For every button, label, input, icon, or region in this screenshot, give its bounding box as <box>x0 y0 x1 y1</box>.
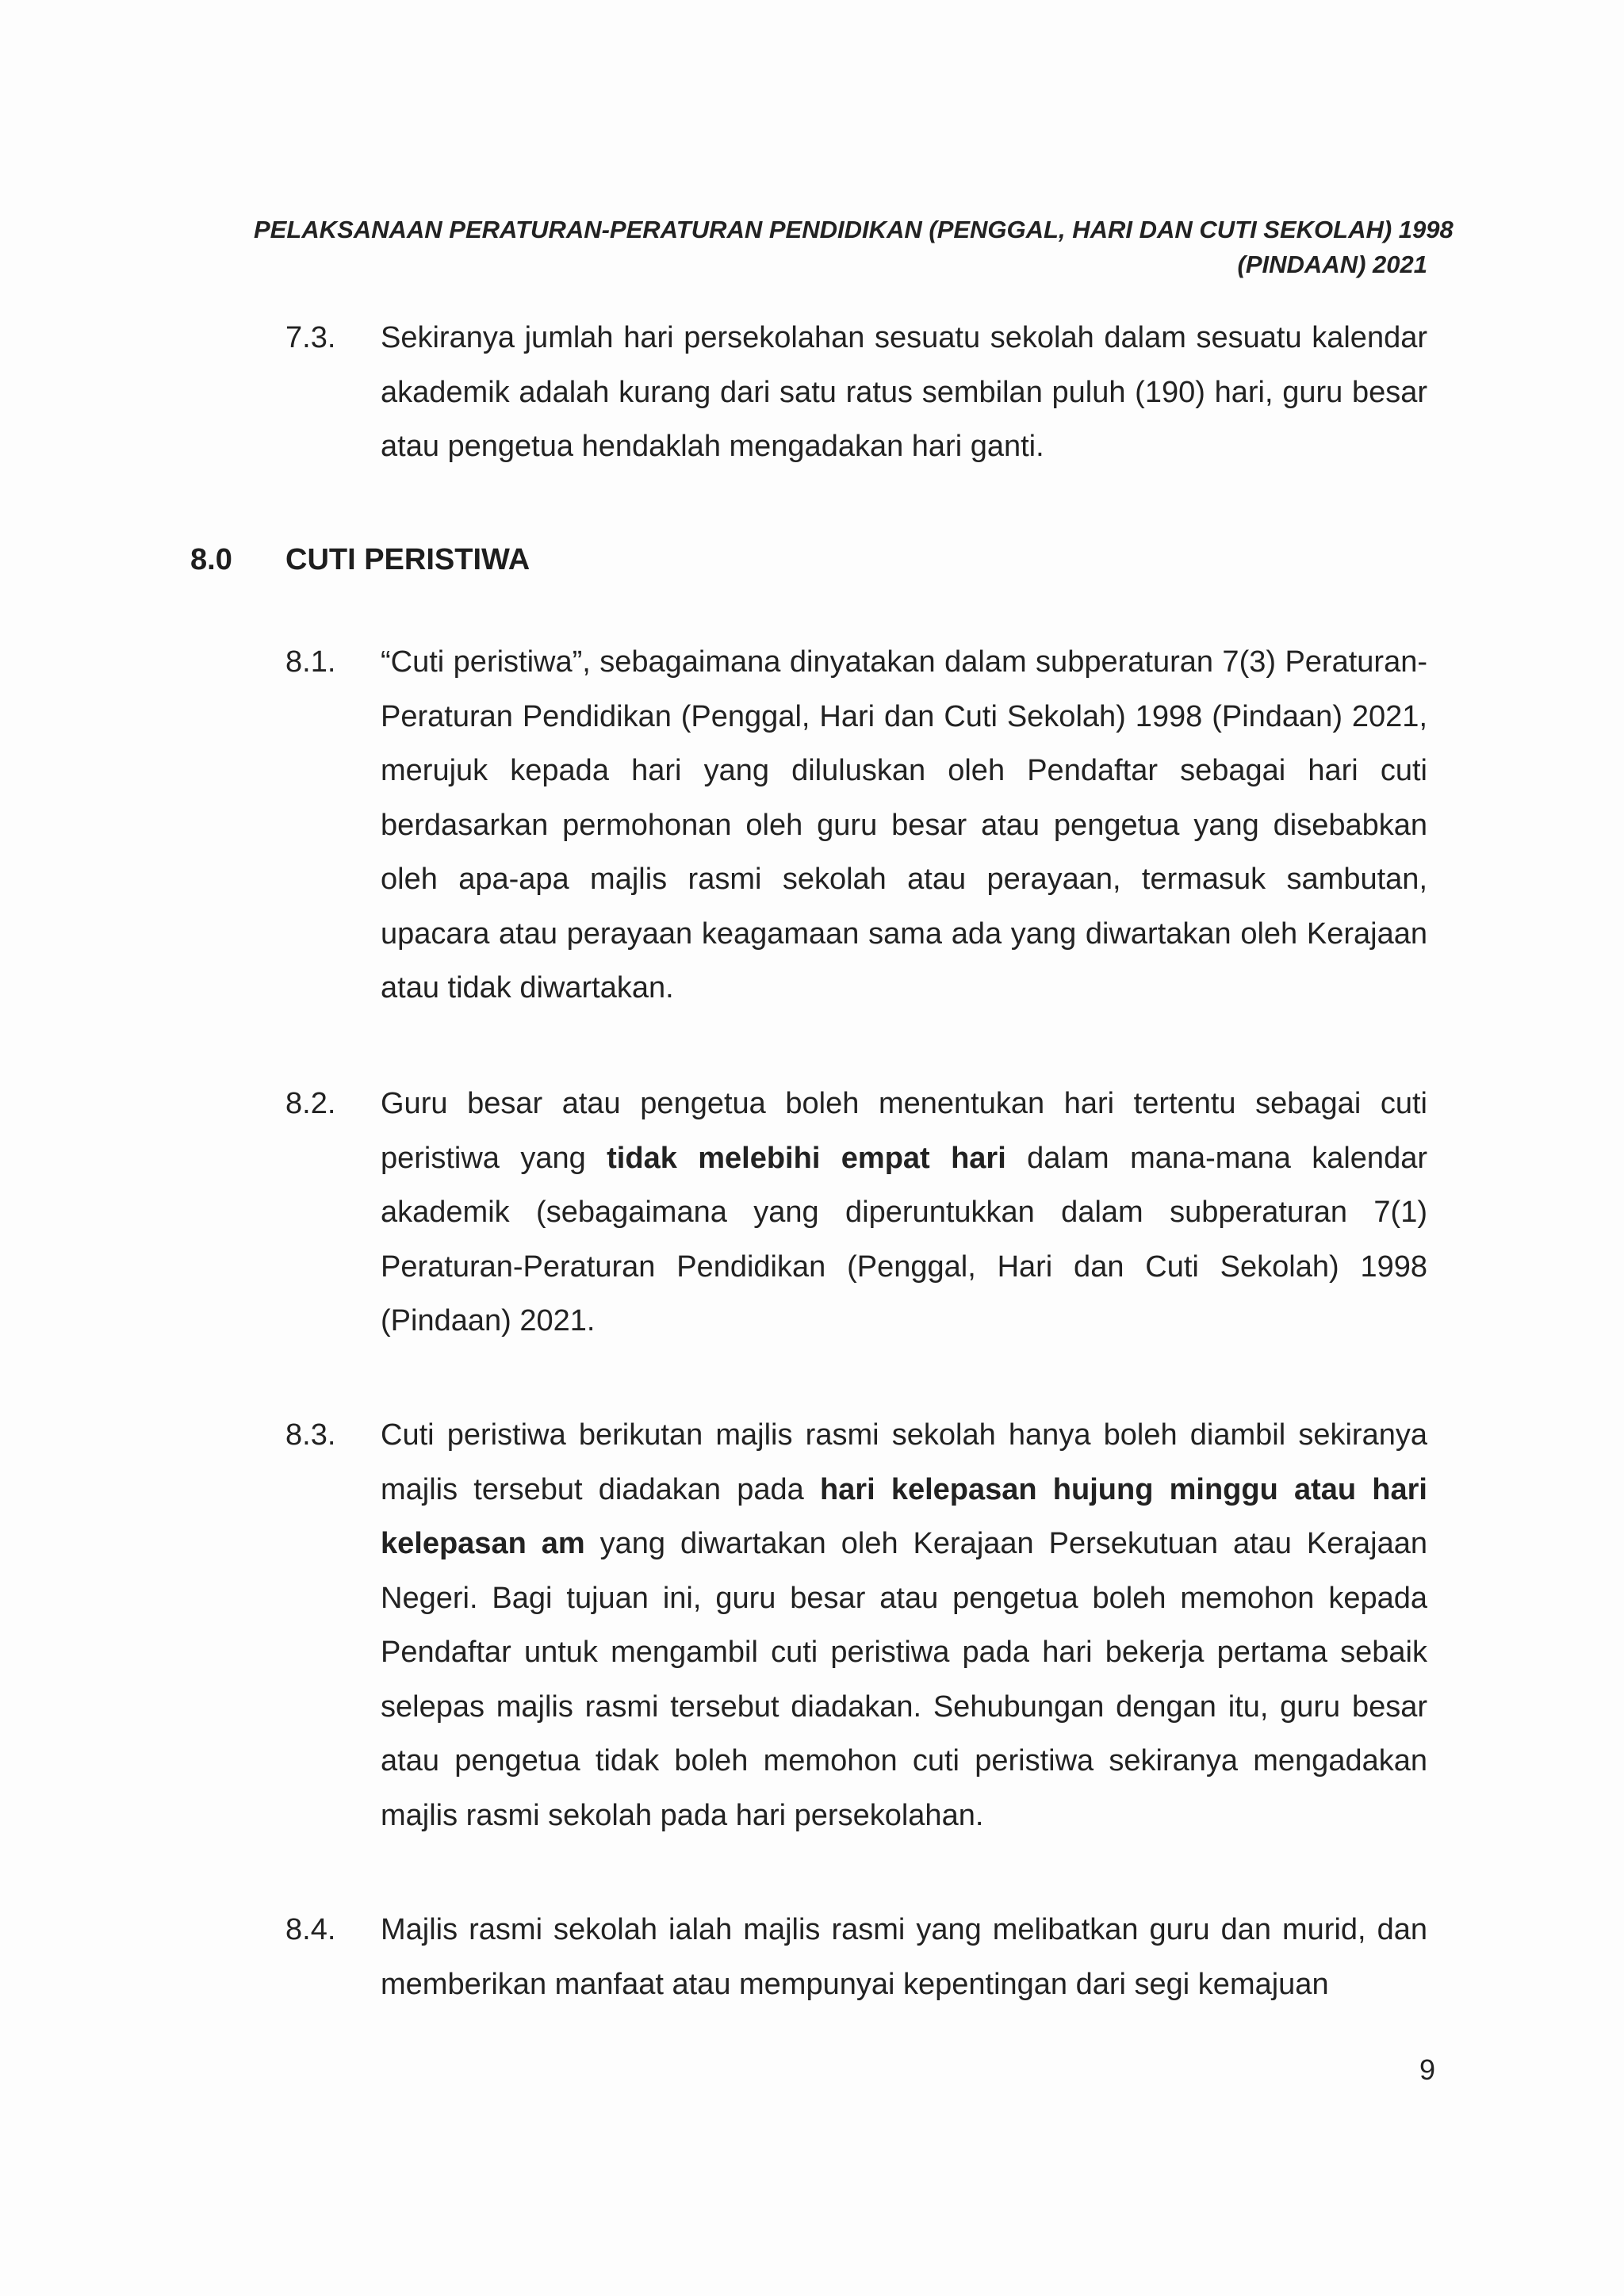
section-title: CUTI PERISTIWA <box>285 543 530 576</box>
paragraph-8-1 <box>285 635 1427 1016</box>
section-number: 8.0 <box>190 543 232 576</box>
paragraph-number: 7.3. <box>285 321 336 354</box>
header-subtitle: (PINDAAN) 2021 <box>1237 251 1427 278</box>
paragraph-8-3 <box>285 1408 1427 1843</box>
paragraph-number: 8.2. <box>285 1087 336 1120</box>
paragraph-text <box>381 1077 1427 1349</box>
section-heading <box>190 536 530 584</box>
paragraph-text-part: Guru besar atau pengetua boleh menentukan hari tertentu sebagai cuti peristiwa yang <box>381 1087 1427 1175</box>
document-header <box>254 212 1454 282</box>
paragraph-8-4 <box>285 1903 1427 2011</box>
page-number: 9 <box>1419 2053 1435 2086</box>
paragraph-text: “Cuti peristiwa”, sebagaimana dinyatakan dalam subperaturan 7(3) Peraturan-Peraturan Pendidikan (Penggal, Hari dan Cuti Sekolah) 1998 (Pindaan) 2021, merujuk kepada hari yang diluluskan oleh Pendaftar sebagai hari cuti berdasarkan permohonan oleh guru besar atau pengetua yang disebabkan oleh apa-apa majlis rasmi sekolah atau perayaan, termasuk sambutan, upacara atau perayaan keagamaan sama ada yang diwartakan oleh Kerajaan atau tidak diwartakan. <box>381 645 1427 1004</box>
emphasis-text: hari kelepasan hujung minggu atau hari kelepasan am <box>381 1472 1427 1560</box>
paragraph-text: Sekiranya jumlah hari persekolahan sesuatu sekolah dalam sesuatu kalendar akademik adalah kurang dari satu ratus sembilan puluh (190) hari, guru besar atau pengetua hendaklah mengadakan hari ganti. <box>381 321 1427 463</box>
paragraph-number: 8.3. <box>285 1418 336 1452</box>
paragraph-text-part: Cuti peristiwa berikutan majlis rasmi sekolah hanya boleh diambil sekiranya majlis tersebut diadakan pada <box>381 1418 1427 1506</box>
header-title: PELAKSANAAN PERATURAN-PERATURAN PENDIDIKAN (PENGGAL, HARI DAN CUTI SEKOLAH) 1998 <box>254 216 1454 243</box>
paragraph-text: Majlis rasmi sekolah ialah majlis rasmi yang melibatkan guru dan murid, dan memberikan manfaat atau mempunyai kepentingan dari segi kemajuan <box>381 1913 1427 2001</box>
emphasis-text: tidak melebihi empat hari <box>607 1141 1006 1175</box>
paragraph-text-part: dalam mana-mana kalendar akademik (sebagaimana yang diperuntukkan dalam subperaturan 7(1) Peraturan-Peraturan Pendidikan (Penggal, Hari dan Cuti Sekolah) 1998 (Pindaan) 2021. <box>381 1141 1427 1337</box>
paragraph-number: 8.4. <box>285 1913 336 1946</box>
paragraph-text-part: yang diwartakan oleh Kerajaan Persekutuan atau Kerajaan Negeri. Bagi tujuan ini, guru besar atau pengetua boleh memohon kepada Pendaftar untuk mengambil cuti peristiwa pada hari bekerja pertama sebaik selepas majlis rasmi tersebut diadakan. Sehubungan dengan itu, guru besar atau pengetua tidak boleh memohon cuti peristiwa sekiranya mengadakan majlis rasmi sekolah pada hari persekolahan. <box>381 1527 1427 1832</box>
paragraph-7-3 <box>285 311 1427 474</box>
paragraph-number: 8.1. <box>285 645 336 679</box>
paragraph-text <box>381 1408 1427 1843</box>
paragraph-8-2 <box>285 1077 1427 1349</box>
